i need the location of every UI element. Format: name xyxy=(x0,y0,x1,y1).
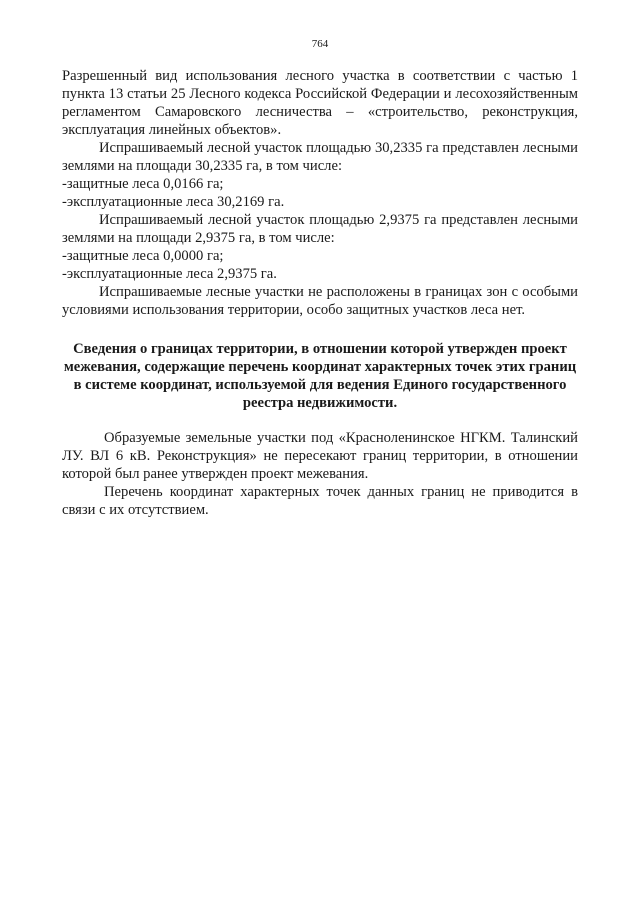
paragraph-land-plots: Образуемые земельные участки под «Красноленинское НГКМ. Талинский ЛУ. ВЛ 6 кВ. Реконструкция» не пересекают границ территории, в отношении которой был ранее утвержден проект межевания. xyxy=(62,430,578,482)
paragraph-plot-1: Испрашиваемый лесной участок площадью 30,2335 га представлен лесными землями на площади 30,2335 га, в том числе: xyxy=(62,140,578,174)
list-item-operational-2: -эксплуатационные леса 2,9375 га. xyxy=(62,266,277,282)
list-item-protective-1: -защитные леса 0,0166 га; xyxy=(62,176,224,192)
paragraph-plot-2: Испрашиваемый лесной участок площадью 2,9375 га представлен лесными землями на площади 2,9375 га, в том числе: xyxy=(62,212,578,246)
list-item-protective-2: -защитные леса 0,0000 га; xyxy=(62,248,224,264)
document-body xyxy=(62,67,578,519)
section-heading: Сведения о границах территории, в отношении которой утвержден проект межевания, содержащие перечень координат характерных точек этих границ в системе координат, используемой для ведения Единого государственного реестра недвижимости. xyxy=(63,341,577,411)
paragraph-coordinates: Перечень координат характерных точек данных границ не приводится в связи с их отсутствием. xyxy=(62,484,578,518)
paragraph-zones: Испрашиваемые лесные участки не расположены в границах зон с особыми условиями использования территории, особо защитных участков леса нет. xyxy=(62,284,578,318)
paragraph-permitted-use: Разрешенный вид использования лесного участка в соответствии с частью 1 пункта 13 статьи 25 Лесного кодекса Российской Федерации и лесохозяйственным регламентом Самаровского лесничества – «строительство, реконструкция, эксплуатация линейных объектов». xyxy=(62,68,578,138)
page-number: 764 xyxy=(311,38,329,50)
list-item-operational-1: -эксплуатационные леса 30,2169 га. xyxy=(62,194,285,210)
